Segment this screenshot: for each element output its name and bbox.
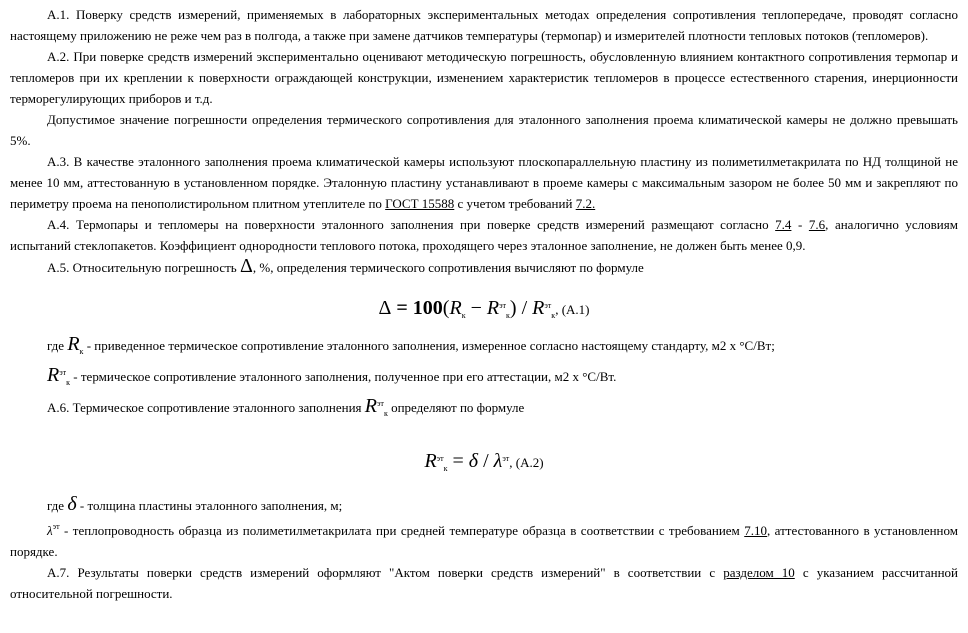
- a4-dash: -: [791, 217, 809, 232]
- paragraph-a7: А.7. Результаты поверки средств измерений оформляют "Актом поверки средств измерений" в соответствии с разделом 10 с указанием рассчитанной относительной погрешности.: [10, 565, 958, 601]
- paragraph-a2-tolerance: Допустимое значение погрешности определения термического сопротивления для эталонного заполнения проема климатической камеры не должно превышать 5%.: [10, 112, 958, 148]
- paragraph-a1: А.1. Поверку средств измерений, применяемых в лабораторных экспериментальных методах определения сопротивления теплопередаче, проводят согласно настоящему приложению не реже чем раз в полгода, а также при замене датчиков температуры (термопар) и измерителей плотности тепловых потоков (тепломеров).: [10, 7, 958, 43]
- a3-text-middle: с учетом требований: [454, 196, 576, 211]
- link-section-7-2[interactable]: 7.2.: [575, 196, 596, 211]
- a5-text-after: , %, определения термического сопротивления вычисляют по формуле: [252, 260, 644, 275]
- a4-text-before: А.4. Термопары и тепломеры на поверхности эталонного заполнения при поверке средств измерений размещают согласно: [47, 217, 776, 232]
- paragraph-a2: А.2. При поверке средств измерений экспериментально оценивают методическую погрешность, обусловленную влиянием контактного сопротивления термопар и тепломеров при их креплении к поверхности ограждающей конструкции, изменением характеристик тепломеров в процессе естественного старения, инерционности терморегулирующих приборов и т.д.: [10, 49, 958, 106]
- link-section-7-4[interactable]: 7.4: [775, 217, 792, 232]
- link-section-7-10[interactable]: 7.10: [744, 523, 767, 538]
- a6-where-lambda: $\lambda^{эт}$ - теплопроводность образца из полиметилметакрилата при средней температуре образца в соответствии с требованием 7.10, аттестованного в установленном порядке.: [10, 522, 958, 559]
- paragraph-a6: А.6. Термическое сопротивление эталонного заполнения $R^{эт}_к$ определяют по формуле: [47, 395, 525, 418]
- paragraph-a4: [10, 214, 958, 256]
- paragraph-a5: [10, 256, 958, 278]
- formula-a1: $\Delta = 100(R_к - R^{эт}_к) / R^{эт}_к$, (А.1): [378, 297, 590, 320]
- a4-text-after: , аналогично условиям испытаний стеклопакетов. Коэффициент однородности теплового потока, проходящего через эталонное заполнение, не должен быть менее 0,9.: [10, 217, 958, 253]
- a5-where-rk-et: $R^{эт}_к$ - термическое сопротивление эталонного заполнения, полученное при его аттестации, м2 х °С/Вт.: [47, 364, 617, 387]
- a5-text-before: А.5. Относительную погрешность: [47, 260, 240, 275]
- link-section-10[interactable]: разделом 10: [723, 565, 795, 580]
- link-gost-15588[interactable]: ГОСТ 15588: [385, 196, 455, 211]
- a6-where-delta: где δ - толщина пластины эталонного заполнения, м;: [47, 493, 343, 515]
- formula-a2-label: , (А.2): [509, 455, 544, 470]
- formula-a2: $R^{эт}_к = \delta / \lambda^{эт}$, (А.2): [424, 450, 544, 473]
- link-section-7-6[interactable]: 7.6: [808, 217, 826, 232]
- a5-where-rk: где $R_к$ - приведенное термическое сопротивление эталонного заполнения, измеренное согласно настоящему стандарту, м2 х °С/Вт;: [47, 333, 775, 356]
- a3-text-before: А.3. В качестве эталонного заполнения проема климатической камеры используют плоскопараллельную пластину из полиметилметакрилата по НД толщиной не менее 10 мм, аттестованную в установленном порядке. Эталонную пластину устанавливают в проеме камеры с максимальным зазором не более 50 мм и закрепляют по периметру проема на пенополистирольном плитном утеплителе по: [10, 154, 958, 211]
- paragraph-a3: [10, 151, 958, 214]
- formula-a1-label: , (А.1): [555, 302, 590, 317]
- delta-symbol: Δ: [239, 255, 253, 277]
